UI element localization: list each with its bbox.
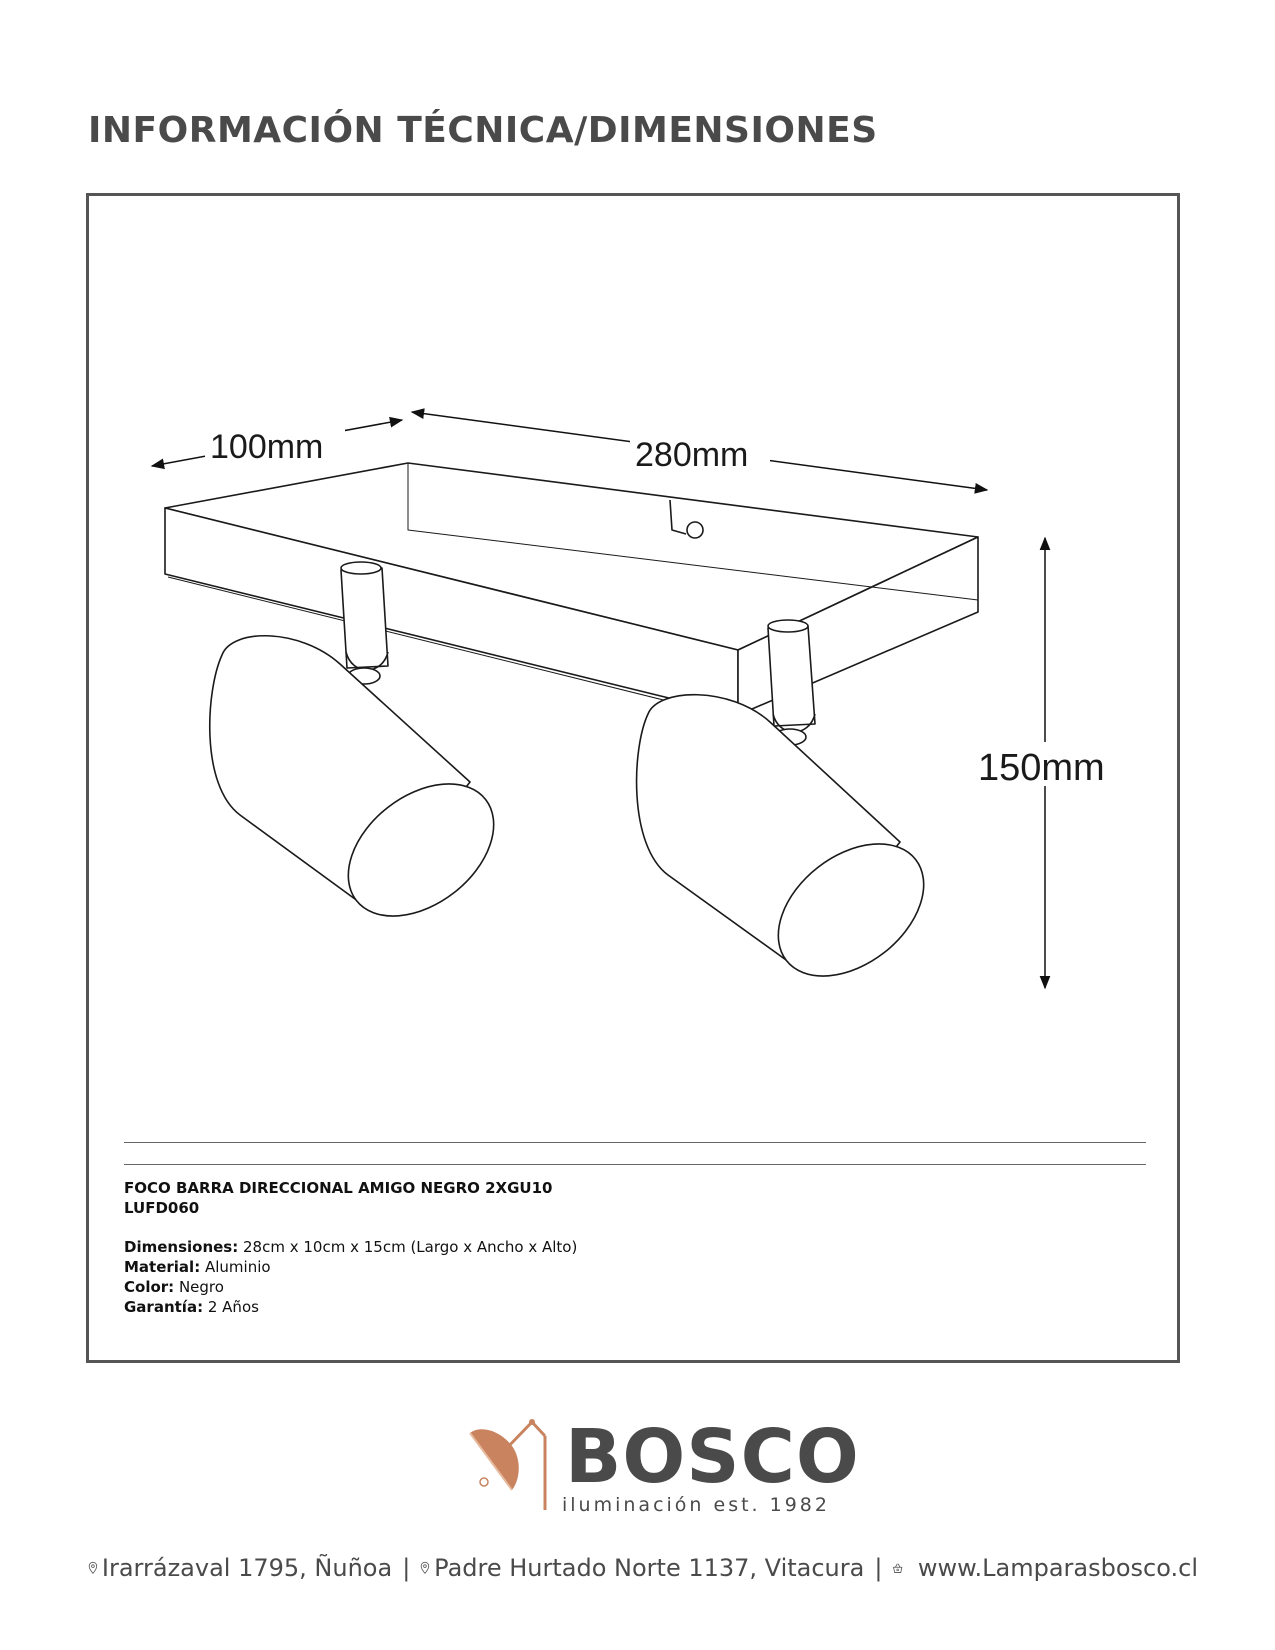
page-title: INFORMACIÓN TÉCNICA/DIMENSIONES	[88, 110, 878, 151]
spec-label: Material:	[124, 1258, 201, 1276]
footer-separator: |	[874, 1554, 883, 1582]
footer	[88, 1548, 1198, 1588]
divider-top	[124, 1142, 1146, 1143]
spec-warranty	[124, 1297, 577, 1317]
spec-value: Negro	[178, 1278, 224, 1296]
spec-label: Color:	[124, 1278, 175, 1296]
spec-label: Garantía:	[124, 1298, 204, 1316]
dim-height-label: 150mm	[978, 747, 1105, 789]
address-nunoa: Irarrázaval 1795, Ñuñoa	[101, 1554, 393, 1582]
lamp-icon	[470, 1419, 545, 1510]
spec-dimensions	[124, 1237, 577, 1257]
spec-value: Aluminio	[204, 1258, 271, 1276]
spec-value: 28cm x 10cm x 15cm (Largo x Ancho x Alto)	[243, 1238, 578, 1256]
product-name: FOCO BARRA DIRECCIONAL AMIGO NEGRO 2XGU10	[124, 1179, 553, 1197]
location-pin-icon	[88, 1552, 98, 1584]
dim-depth-label: 100mm	[210, 428, 324, 466]
location-pin-icon	[420, 1552, 430, 1584]
brand-tagline: iluminación est. 1982	[562, 1494, 830, 1516]
website-link[interactable]: www.Lamparasbosco.cl	[917, 1554, 1199, 1582]
spec-value: 2 Años	[207, 1298, 259, 1316]
spec-label: Dimensiones:	[124, 1238, 239, 1256]
product-specs	[124, 1237, 577, 1317]
footer-separator: |	[402, 1554, 411, 1582]
brand-name: BOSCO	[565, 1414, 860, 1500]
dim-length-label: 280mm	[635, 436, 749, 474]
product-code: LUFD060	[124, 1199, 200, 1217]
shopping-basket-icon	[892, 1552, 903, 1584]
spec-color	[124, 1277, 577, 1297]
spec-material	[124, 1257, 577, 1277]
divider-bottom	[124, 1164, 1146, 1165]
product-info	[124, 1178, 552, 1218]
address-vitacura: Padre Hurtado Norte 1137, Vitacura	[434, 1554, 865, 1582]
